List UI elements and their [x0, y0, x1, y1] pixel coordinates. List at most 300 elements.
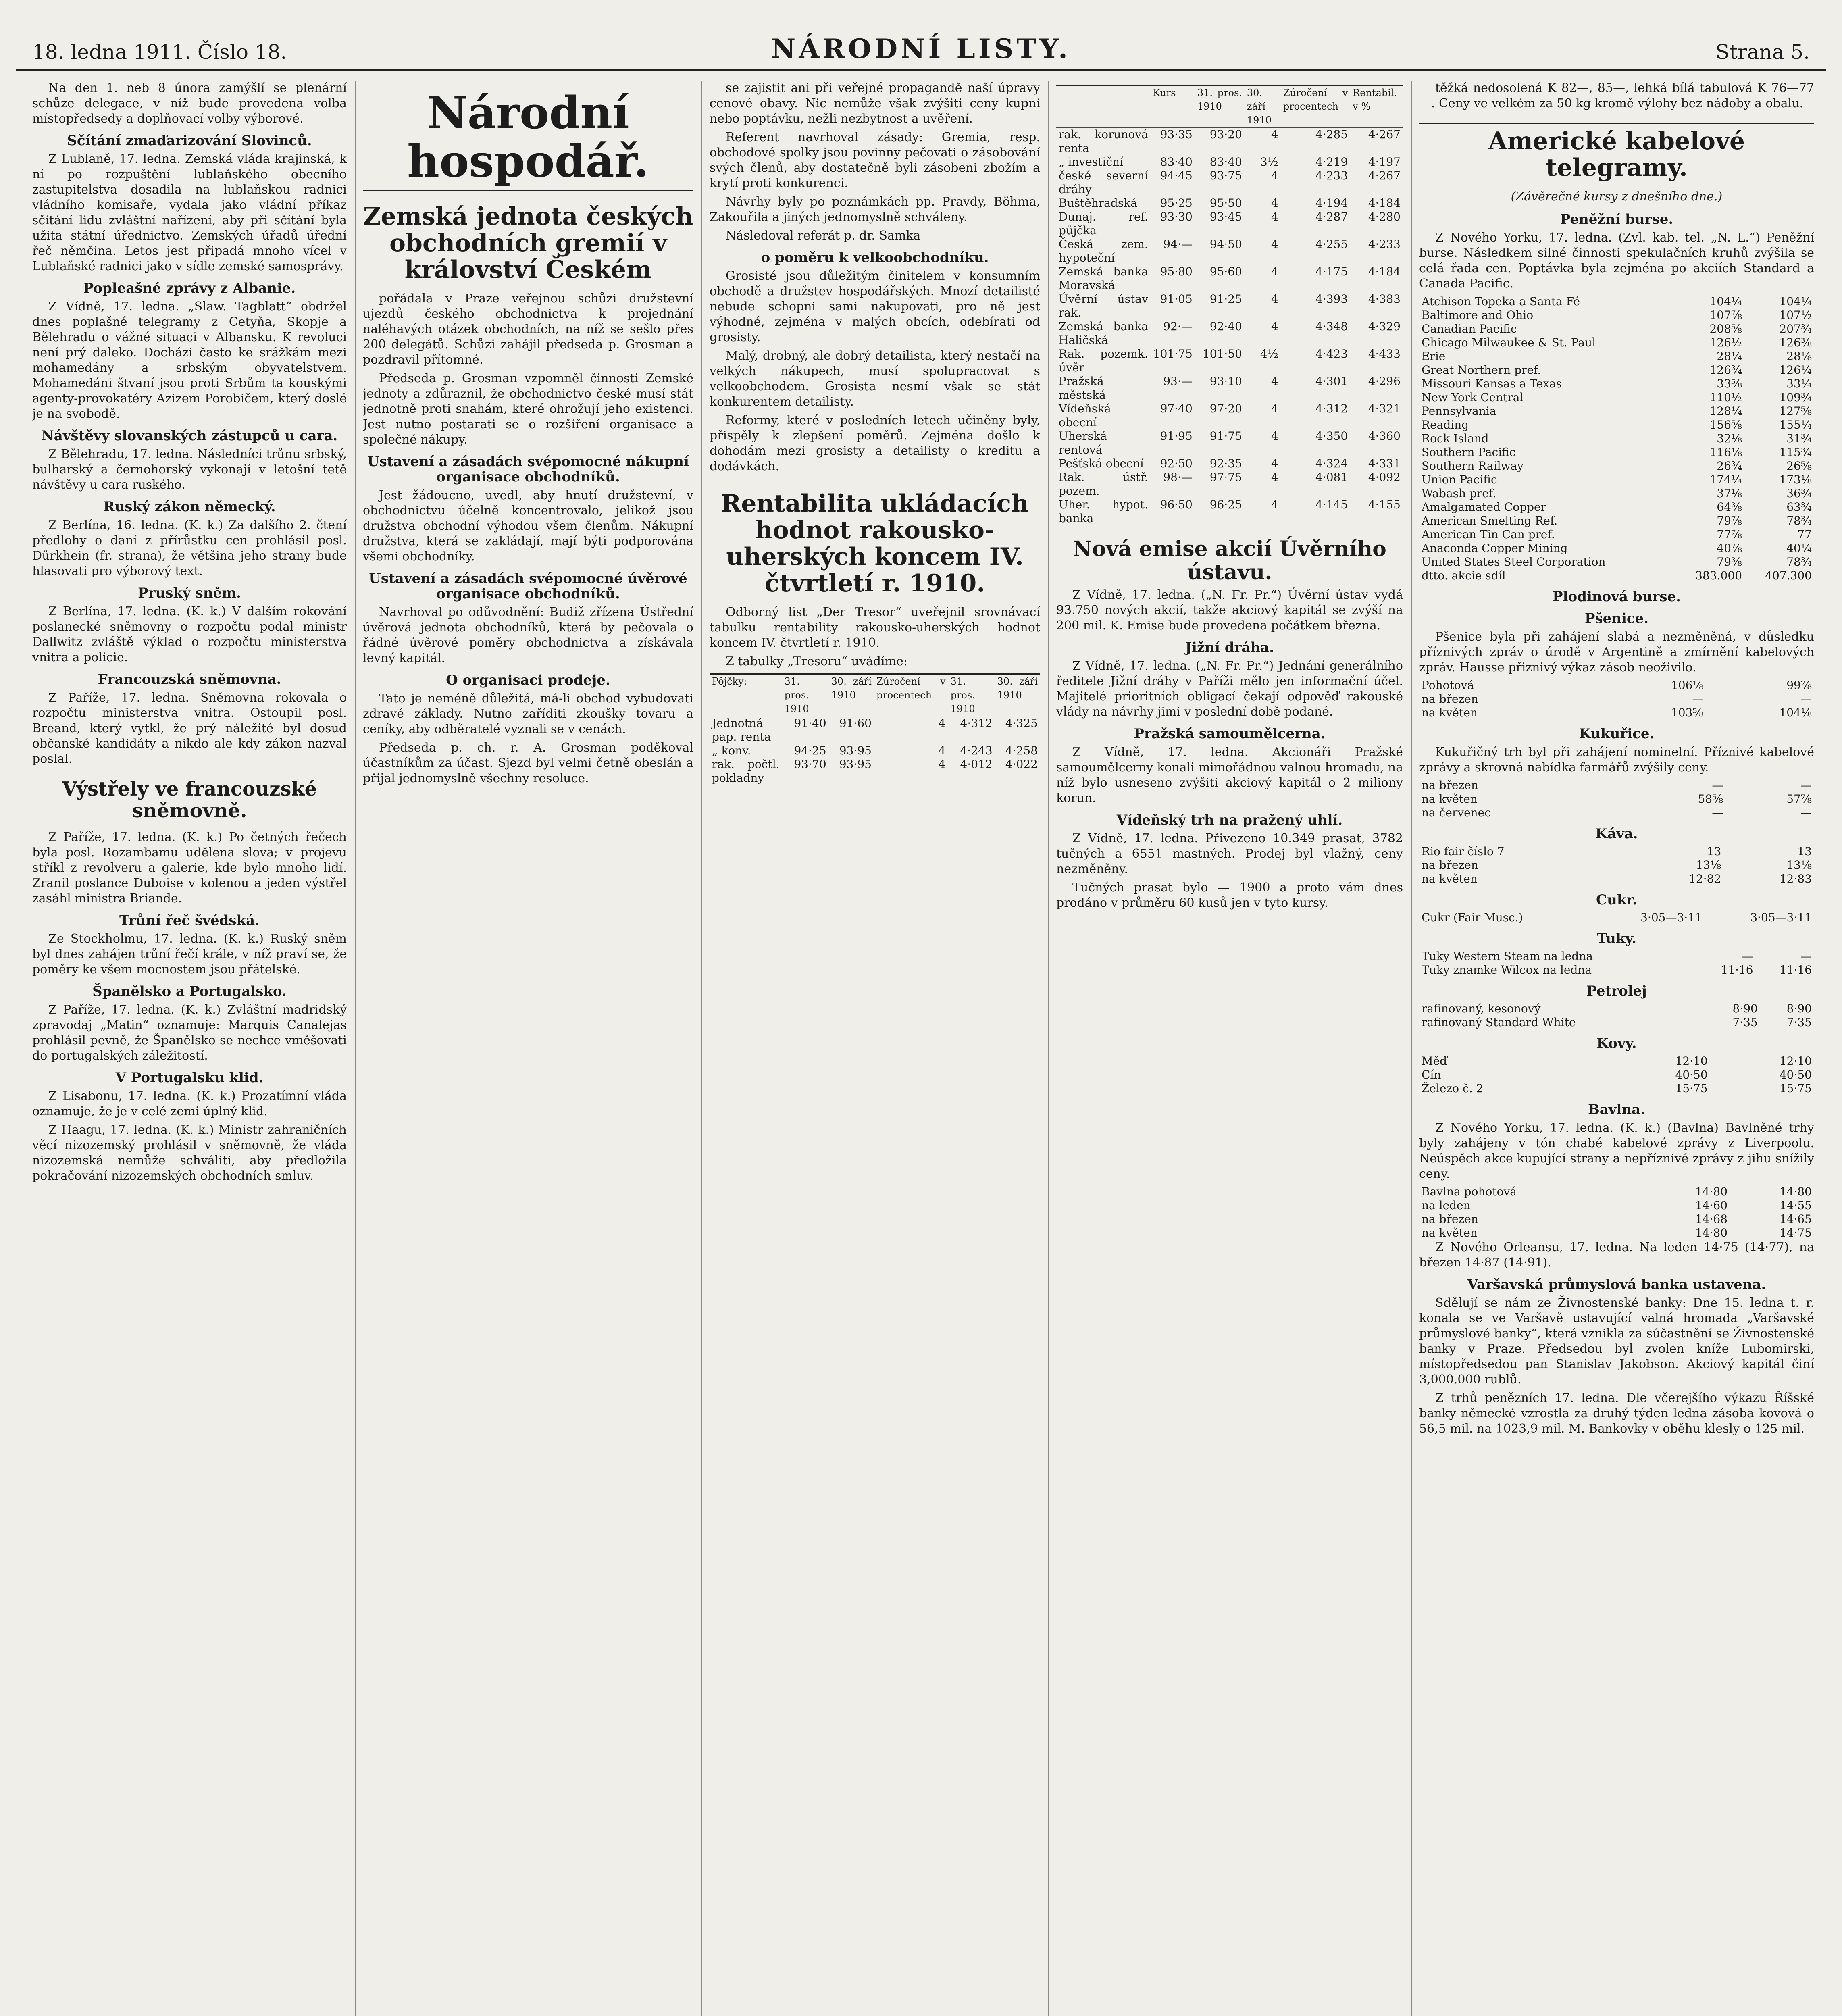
article-text: Sdělují se nám ze Živnostenské banky: Dne 15. ledna t. r. konala se ve Varšavě ustavující valná hromada „Varšavské průmyslové banky“, která vznikla za súčastnění se Živnostenské banky v Praze. Předsedou byl zvolen kníže Lubomirski, místopředsedou pan Stanislav Jakobson. Akciový kapitál činí 3,000.000 rublů. [1419, 1296, 1814, 1387]
table-row [1056, 265, 1403, 292]
cell-value: — [1800, 692, 1812, 706]
cell-value: — [1712, 779, 1723, 792]
row-label: Great Northern pref. [1422, 363, 1541, 377]
row-label: Pohotová [1422, 679, 1474, 692]
masthead [16, 24, 1826, 71]
cell-value: 58⅝ [1698, 792, 1723, 806]
cell-value: 4·301 [1315, 375, 1348, 388]
row-label: Southern Pacific [1422, 446, 1516, 459]
row-label: na květen [1422, 706, 1478, 719]
cell-value: 14·55 [1779, 1199, 1812, 1212]
column-2 [363, 81, 693, 2016]
cell-value: 4·348 [1315, 320, 1348, 333]
row-label: American Smelting Ref. [1422, 514, 1558, 527]
row-label: „ konv. [712, 744, 751, 757]
cell-value: 93·35 [1160, 128, 1193, 141]
cell-value: 4·233 [1315, 169, 1348, 182]
article-heading: Sčítání zmaďarizování Slovinců. [67, 133, 312, 149]
table-row [1056, 457, 1403, 471]
cell-value: 4·267 [1368, 128, 1401, 141]
article-text: Z Paříže, 17. ledna. (K. k.) Po četných řečech byla posl. Rozambamu udělena slova; v projevu stříkl z revolveru a galerie, kde bylo mnoho lidí. Zranil poslance Duboise v kolenou a jeden výstřel zasáhl ministra Briande. [32, 830, 347, 906]
article-text: Z Nového Orleansu, 17. ledna. Na leden 14·75 (14·77), na březen 14·87 (14·91). [1419, 1240, 1814, 1270]
article-text: Kukuřičný trh byl při zahájení nominelní. Příznivé kabelové zprávy a skrovná nabídka farmářů zvýšily ceny. [1419, 745, 1814, 775]
section-heading: Petrolej [1586, 983, 1647, 999]
cell-value: 4·243 [960, 744, 993, 757]
cell-value: — [1692, 692, 1704, 706]
row-label: Canadian Pacific [1422, 322, 1517, 335]
cell-value: 4·022 [1005, 758, 1038, 771]
section-heading: Kukuřice. [1579, 726, 1655, 742]
column-header: 30. září 1910 [995, 674, 1040, 716]
cell-value: 4·255 [1315, 237, 1348, 251]
cell-value: 28¼ [1717, 350, 1742, 363]
article-text: těžká nedosolená K 82—, 85—, lehká bílá tabulová K 76—77—. Ceny ve velkém za 50 kg kromě výlohy bez nádoby a obalu. [1419, 81, 1814, 110]
row-label: Pešťská obecní [1059, 457, 1144, 470]
cell-value: 4·267 [1368, 169, 1401, 182]
cell-value: 4·194 [1315, 196, 1348, 210]
table-row [1056, 196, 1403, 210]
cell-value: 95·50 [1209, 196, 1242, 210]
cell-value: 8·90 [1786, 1002, 1812, 1015]
article-text: Návrhy byly po poznámkách pp. Pravdy, Böhma, Zakouřila a jiných jednomyslně schváleny. [710, 195, 1040, 224]
cell-value: 4 [1271, 210, 1278, 223]
row-label: české severní dráhy [1059, 169, 1148, 196]
table-row [1419, 706, 1814, 720]
table-row [1419, 1185, 1814, 1199]
row-label: Tuky Western Steam na ledna [1422, 950, 1593, 963]
stock-row [1419, 377, 1814, 391]
cell-value: 4·145 [1315, 498, 1348, 511]
row-label: Bavlna pohotová [1422, 1185, 1517, 1198]
article-text: Následoval referát p. dr. Samka [726, 229, 921, 243]
table-row [1056, 210, 1403, 237]
cell-value: 4·423 [1315, 347, 1348, 360]
cell-value: 26⅝ [1786, 459, 1812, 473]
cell-value: 126½ [1709, 336, 1742, 349]
cell-value: 7·35 [1732, 1016, 1758, 1029]
row-label: Česká zem. hypoteční [1059, 237, 1148, 264]
cell-value: 104⅛ [1779, 706, 1812, 719]
row-label: Jednotná pap. renta [712, 716, 771, 744]
table-row [710, 758, 1040, 785]
cell-value: 14·75 [1779, 1226, 1812, 1239]
cell-value: 4 [1271, 498, 1278, 511]
cell-value: 116⅛ [1709, 446, 1742, 459]
row-label: Anaconda Copper Mining [1422, 541, 1568, 555]
stock-row [1419, 500, 1814, 514]
row-label: rafinovaný Standard White [1422, 1016, 1576, 1029]
article-text: Referent navrhoval zásady: Gremia, resp. obchodové spolky jsou povinny pečovati o zásobování svých členů, aby dostatečně byli zásobeni zbožím a krytí proti konkurenci. [710, 130, 1040, 190]
cell-value: 63¾ [1786, 500, 1812, 514]
row-label: Železo č. 2 [1422, 1082, 1484, 1095]
cell-value: 4 [1271, 429, 1278, 443]
row-label: Úvěrní ústav rak. [1059, 292, 1148, 319]
cell-value: 4·383 [1368, 292, 1401, 306]
column-rule [701, 81, 702, 2016]
cell-value: 95·60 [1209, 265, 1242, 278]
row-label: American Tin Can pref. [1422, 528, 1555, 541]
table-row [1419, 950, 1814, 963]
article-text: Z Vídně, 17. ledna. Přivezeno 10.349 prasat, 3782 tučných a 6551 mastných. Prodej byl vlažný, ceny nezměněny. [1056, 831, 1403, 876]
cell-value: 4·287 [1315, 210, 1348, 223]
stock-row [1419, 569, 1814, 583]
cell-value: 12·83 [1779, 872, 1812, 885]
cell-value: — [1800, 950, 1812, 963]
table-row [1419, 1226, 1814, 1240]
table-row [1056, 127, 1403, 155]
cell-value: 92·50 [1160, 457, 1193, 470]
article-text: Z Nového Yorku, 17. ledna. (Zvl. kab. tel. „N. L.“) Peněžní burse. Následkem silné činnosti spekulačních kruhů zvýšila se celá řada cen. Poptávka byla zejména po akciích Standard a Canada Pacific. [1419, 231, 1814, 291]
column-header: Zúročení v procentech [1281, 85, 1350, 128]
fats-table [1419, 950, 1814, 977]
cell-value: 78¾ [1786, 514, 1812, 527]
bond-table [1056, 85, 1403, 525]
cell-value: 12·10 [1779, 1054, 1812, 1068]
article-heading: Zemská jednota českých obchodních gremií v království Českém [363, 202, 693, 284]
cell-value: 4·219 [1315, 155, 1348, 169]
cell-value: 31¾ [1786, 432, 1812, 445]
table-row [1419, 963, 1814, 977]
cell-value: 126¼ [1779, 363, 1812, 377]
article-text: Pšenice byla při zahájení slabá a nezměněná, v důsledku příznivých zpráv o úrodě v Argentině a zmírnění kabelových zpráv. Hausse přiznivý výkaz zásob neoživilo. [1419, 630, 1814, 675]
row-label: Uher. hypot. banka [1059, 498, 1148, 525]
cell-value: 7·35 [1786, 1016, 1812, 1029]
cell-value: 11·16 [1779, 963, 1812, 977]
table-row [1419, 845, 1814, 858]
cell-value: 13⅛ [1696, 858, 1721, 872]
article-heading: Trůní řeč švédská. [119, 912, 260, 929]
cell-value: 155¼ [1779, 418, 1812, 431]
section-heading: Plodinová burse. [1553, 589, 1681, 605]
cell-value: 14·80 [1695, 1226, 1728, 1239]
article-text: Z Haagu, 17. ledna. (K. k.) Ministr zahraničních věcí nizozemský prohlásil v sněmovně, že vláda nizozemská nemůže schváliti, aby předložila pokračování nizozemských obchodních smluv. [32, 1123, 347, 1183]
stock-row [1419, 391, 1814, 404]
stock-row [1419, 473, 1814, 487]
row-label: na červenec [1422, 806, 1491, 819]
article-text: Z Vídně, 17. ledna. „Slaw. Tagblatt“ obdržel dnes poplašné telegramy z Cetyňa, Skopje a Bělehradu o vážné situaci v Albansku. K revoluci není prý daleko. Docházi často ke srážkám mezi mohamedány a srbským obyvatelstvem. Mohamedáni štvaní jsou proti Srbům ta kouskými agenty-provokatéry Azizem Porobičem, který doslé je na svobodě. [32, 300, 347, 421]
article-text: Předseda p. Grosman vzpomněl činnosti Zemské jednoty a zdůraznil, že obchodnictvo české musí stát jednotně proti snahám, které ohrožují jeho existenci. Jest nutno postarati se o rozšíření organisace a společné nákupy. [363, 371, 693, 447]
column-1 [32, 81, 347, 2016]
table-row [1419, 679, 1814, 692]
cell-value: 13 [1707, 845, 1721, 858]
cell-value: 4½ [1260, 347, 1278, 360]
row-label: na březen [1422, 692, 1478, 706]
cell-value: 95·25 [1160, 196, 1193, 210]
article-heading: Pruský sněm. [138, 585, 241, 601]
row-label: na leden [1422, 1199, 1471, 1212]
article-text: Z Berlína, 16. ledna. (K. k.) Za dalšího 2. čtení předlohy o daní z přírůstku cen prohlásil posl. Dürkhein (fr. strana), že většina jeho strany bude hlasovati pro výborový text. [32, 518, 347, 578]
table-row [1419, 806, 1814, 820]
row-label: Chicago Milwaukee & St. Paul [1422, 336, 1596, 349]
cell-value: 40¼ [1786, 541, 1812, 555]
newspaper-title: NÁRODNÍ LISTY. [771, 33, 1071, 65]
article-heading: Vídeňský trh na pražený uhlí. [1116, 812, 1343, 828]
article-text: Z Paříže, 17. ledna. (K. k.) Zvláštní madridský zpravodaj „Matin“ oznamuje: Marquis Canalejas prohlásil pevně, že Španělsko se nechce vměšovati do portugalských záležitostí. [32, 1003, 347, 1063]
row-label: Pražská městská [1059, 375, 1106, 402]
cell-value: 126¾ [1709, 363, 1742, 377]
cell-value: 4·184 [1368, 265, 1401, 278]
row-label: Dunaj. ref. půjčka [1059, 210, 1148, 237]
table-row [710, 716, 1040, 744]
article-heading: Výstřely ve francouzské sněmovně. [62, 778, 317, 822]
cell-value: 109¾ [1779, 391, 1812, 404]
cell-value: 14·80 [1695, 1185, 1728, 1198]
cell-value: 97·75 [1209, 471, 1242, 484]
row-label: na březen [1422, 779, 1478, 792]
row-label: na březen [1422, 858, 1478, 872]
table-row [1419, 1199, 1814, 1212]
column-rule [1048, 81, 1049, 2016]
cell-value: 4 [938, 716, 946, 730]
cell-value: 36¾ [1786, 487, 1812, 500]
row-label: Wabash pref. [1422, 487, 1496, 500]
cell-value: 4·312 [1315, 402, 1348, 415]
row-label: Rak. pozemk. úvěr [1059, 347, 1148, 374]
article-heading: Francouzská sněmovna. [98, 671, 281, 687]
article-heading: Pražská samoumělcerna. [1134, 726, 1326, 742]
row-label: Amalgamated Copper [1422, 500, 1546, 514]
cell-value: 83·40 [1160, 155, 1193, 169]
cell-value: 94·50 [1209, 237, 1242, 251]
cell-value: 104¼ [1779, 295, 1812, 308]
stock-row [1419, 446, 1814, 459]
table-row [1419, 872, 1814, 886]
cell-value: 91·95 [1160, 429, 1193, 443]
cell-value: 93·70 [794, 758, 826, 771]
cell-value: 14·65 [1779, 1212, 1812, 1226]
issue-date: 18. ledna 1911. Číslo 18. [32, 40, 287, 64]
coffee-table [1419, 845, 1814, 886]
table-row [1056, 347, 1403, 375]
article-text: Odborný list „Der Tresor“ uveřejnil srovnávací tabulku rentability rakousko-uherských hodnot koncem IV. čtvrtletí r. 1910. [710, 605, 1040, 650]
cell-value: 78¾ [1786, 555, 1812, 569]
cell-value: 4·092 [1368, 471, 1401, 484]
column-header: 31. pros. 1910 [948, 674, 995, 716]
cell-value: 104¼ [1709, 295, 1742, 308]
table-row [1419, 1212, 1814, 1226]
cell-value: 126⅜ [1779, 336, 1812, 349]
article-heading: Ustavení a zásadách svépomocné úvěrové organisace obchodníků. [369, 571, 687, 602]
article-heading: V Portugalsku klid. [115, 1070, 264, 1086]
row-label: Cukr (Fair Musc.) [1422, 911, 1523, 924]
cell-value: 4·233 [1368, 237, 1401, 251]
row-label: na květen [1422, 872, 1478, 885]
column-header: Rentabil. v % [1350, 85, 1403, 128]
petrol-table [1419, 1002, 1814, 1029]
cell-value: 33¼ [1786, 377, 1812, 390]
cell-value: 93·75 [1209, 169, 1242, 182]
row-label: Cín [1422, 1068, 1441, 1081]
row-label: Missouri Kansas a Texas [1422, 377, 1562, 390]
article-heading: O organisaci prodeje. [446, 672, 610, 688]
stock-row [1419, 404, 1814, 418]
cell-value: 174¼ [1709, 473, 1742, 486]
article-text: Z Vídně, 17. ledna. („N. Fr. Pr.“) Úvěrní ústav vydá 93.750 nových akcií, takže akciový kapitál se zvýší na 200 mil. K. Emise bude provedena počátkem března. [1056, 588, 1403, 633]
row-label: United States Steel Corporation [1422, 555, 1606, 569]
cell-value: 95·80 [1160, 265, 1193, 278]
column-header: 30. září 1910 [1245, 85, 1281, 128]
table-row [1419, 692, 1814, 706]
cell-value: — [1712, 806, 1723, 819]
cell-value: 40·50 [1675, 1068, 1708, 1081]
stock-row [1419, 555, 1814, 569]
cell-value: 4·329 [1368, 320, 1401, 333]
table-row [1419, 858, 1814, 872]
cell-value: 3½ [1260, 155, 1278, 169]
cell-value: 77 [1797, 528, 1812, 541]
column-header: 31. pros. 1910 [1195, 85, 1245, 128]
table-row [1419, 1002, 1814, 1016]
stock-row [1419, 541, 1814, 555]
cell-value: 93·95 [839, 758, 872, 771]
cell-value: 94·— [1163, 237, 1193, 251]
cell-value: 128¼ [1709, 404, 1742, 418]
table-row [1056, 498, 1403, 525]
cell-value: 12·10 [1675, 1054, 1708, 1068]
cell-value: 4·285 [1315, 128, 1348, 141]
cell-value: 4·325 [1005, 716, 1038, 730]
row-label: Atchison Topeka a Santa Fé [1422, 295, 1580, 308]
article-text: Grosisté jsou důležitým činitelem v konsumním obchodě a družstev hospodářských. Mnozí detailisté nebude schopni sami nakupovati, pro ně jest výhodné, zejména v malých obcích, odebírati od grosisty. [710, 269, 1040, 344]
cell-value: 99⅞ [1786, 679, 1812, 692]
article-text: Tučných prasat bylo — 1900 a proto vám dnes prodáno v průměru 60 kusů jen v tyto kursy. [1056, 881, 1403, 910]
cell-value: 92·— [1163, 320, 1193, 333]
article-text: Reformy, které v posledních letech učiněny byly, přispěly k zlepšení poměrů. Zejména došlo k dohodám mezi grosisty a detailisty o kreditu a dodávkách. [710, 413, 1040, 473]
cell-value: 4·197 [1368, 155, 1401, 169]
cell-value: 106⅛ [1671, 679, 1704, 692]
column-header: 31. pros. 1910 [782, 674, 829, 716]
cell-value: 4·331 [1368, 457, 1401, 470]
cell-value: 4·324 [1315, 457, 1348, 470]
article-text: Tato je neméně důležitá, má-li obchod vybudovati zdravé základy. Nutno zaříditi zkoušky tovaru a ceníky, aby odběratelé vyznali se v cenách. [363, 691, 693, 736]
row-label: Tuky znamke Wilcox na ledna [1422, 963, 1592, 977]
cell-value: 3·05—3·11 [1640, 911, 1702, 924]
stock-row [1419, 459, 1814, 473]
row-label: „ investiční [1059, 155, 1124, 169]
article-heading: Popleašné zprávy z Albanie. [83, 280, 296, 296]
cell-value: 91·05 [1160, 292, 1193, 306]
article-heading: Rentabilita ukládacích hodnot rakousko-uherských koncem IV. čtvrtletí r. 1910. [721, 489, 1029, 598]
cell-value: — [1800, 779, 1812, 792]
cell-value: 4·184 [1368, 196, 1401, 210]
article-heading: o poměru k velkoobchodníku. [761, 250, 989, 266]
table-row [1419, 911, 1814, 925]
cell-value: 101·50 [1202, 347, 1242, 360]
cell-value: 96·25 [1209, 498, 1242, 511]
article-text: Z Berlína, 17. ledna. (K. k.) V dalším rokování poslanecké sněmovny o rozpočtu podal ministr Dallwitz zvláště výklad o rozpočtu ministerstva vnitra a policie. [32, 604, 347, 664]
cell-value: 107⅞ [1709, 308, 1742, 322]
row-label: dtto. akcie sdíl [1422, 569, 1506, 582]
stock-row [1419, 514, 1814, 528]
cotton-table [1419, 1185, 1814, 1240]
cell-value: 13⅛ [1786, 858, 1812, 872]
cell-value: 110½ [1709, 391, 1742, 404]
row-label: Pennsylvania [1422, 404, 1496, 418]
article-heading: Španělsko a Portugalsko. [92, 983, 287, 1000]
cell-value: 93·— [1163, 375, 1193, 388]
cell-value: 11·16 [1721, 963, 1753, 977]
table-row [1419, 792, 1814, 806]
sugar-table [1419, 911, 1814, 925]
cell-value: 4 [1271, 457, 1278, 470]
cell-value: 4·350 [1315, 429, 1348, 443]
cell-value: 57⅞ [1786, 792, 1812, 806]
cell-value: 15·75 [1779, 1082, 1812, 1095]
cell-value: 64⅜ [1717, 500, 1742, 514]
cell-value: 4 [1271, 128, 1278, 141]
stock-row [1419, 308, 1814, 322]
row-label: rak. korunová renta [1059, 128, 1148, 155]
cell-value: 91·75 [1209, 429, 1242, 443]
corn-table [1419, 779, 1814, 820]
table-row [1419, 779, 1814, 792]
section-heading: Peněžní burse. [1560, 211, 1673, 227]
cell-value: 15·75 [1675, 1082, 1708, 1095]
cell-value: 208⅝ [1709, 322, 1742, 335]
column-3 [710, 81, 1040, 2016]
article-text: se zajistit ani při veřejné propagandě naší úpravy cenové obavy. Nic nemůže však zvýšiti ceny kupní nebo poptávku, nežli nezbytnost a uvěření. [710, 81, 1040, 126]
article-heading: Americké kabelové telegramy. [1419, 123, 1814, 181]
cell-value: 13 [1797, 845, 1812, 858]
stock-row [1419, 295, 1814, 308]
cell-value: 4·155 [1368, 498, 1401, 511]
cell-value: 4·280 [1368, 210, 1401, 223]
cell-value: 28⅛ [1786, 350, 1812, 363]
cell-value: 4 [1271, 375, 1278, 388]
article-heading: Jižní dráha. [1185, 639, 1274, 656]
cell-value: 101·75 [1153, 347, 1193, 360]
article-heading: Ruský zákon německý. [103, 499, 276, 515]
table-caption: Z tabulky „Tresoru“ uvádíme: [726, 654, 907, 669]
article-heading: Návštěvy slovanských zástupců u cara. [41, 428, 338, 444]
cell-value: 4 [1271, 320, 1278, 333]
cell-value: — [1800, 806, 1812, 819]
section-heading: Cukr. [1596, 892, 1637, 908]
cell-value: 94·45 [1160, 169, 1193, 182]
section-heading: Káva. [1595, 826, 1638, 842]
cell-value: 97·40 [1160, 402, 1193, 415]
cell-value: 4·175 [1315, 265, 1348, 278]
row-label: Rock Island [1422, 432, 1489, 445]
cell-value: 98·— [1163, 471, 1193, 484]
cell-value: — [1742, 950, 1753, 963]
row-label: Reading [1422, 418, 1469, 431]
row-label: Buštěhradská [1059, 196, 1137, 210]
cell-value: 14·80 [1779, 1185, 1812, 1198]
article-text: Malý, drobný, ale dobrý detailista, který nestačí na velkých nákupech, musí spolupracovat s velkoobchodem. Grosista nesmí však se stát konkurentem detailisty. [710, 349, 1040, 409]
cell-value: 4 [1271, 196, 1278, 210]
table-row [1419, 1082, 1814, 1095]
cell-value: 33⅝ [1717, 377, 1742, 390]
column-4 [1056, 81, 1403, 2016]
article-heading: Ustavení a zásadách svépomocné nákupní organisace obchodníků. [367, 454, 689, 485]
table-row [1056, 155, 1403, 169]
cell-value: 115¾ [1779, 446, 1812, 459]
table-row [1056, 429, 1403, 457]
cell-value: 14·68 [1695, 1212, 1728, 1226]
rentability-table [710, 673, 1040, 785]
article-text: Z Lisabonu, 17. ledna. (K. k.) Prozatímní vláda oznamuje, že je v celé zemi úplný klid. [32, 1089, 347, 1118]
cell-value: 77⅞ [1717, 528, 1742, 541]
cell-value: 93·20 [1209, 128, 1242, 141]
cell-value: 107½ [1779, 308, 1812, 322]
cell-value: 4 [1271, 265, 1278, 278]
article-text: Jest žádoucno, uvedl, aby hnutí družstevní, v obchodnictvu účelně koncentrovalo, jelikož jsou družstva obchodní výhodou všem členům. Nákupní družstva, která se zakládají, mají býti podporována všemi obchodníky. [363, 488, 693, 564]
cell-value: 4·360 [1368, 429, 1401, 443]
row-label: rak. počtl. pokladny [712, 758, 780, 785]
cell-value: 4 [938, 744, 946, 757]
article-text: Navrhoval po odůvodnění: Budiž zřízena Ústřední úvěrová jednota obchodníků, která by pečovala o řádné úvěrové poměry obchodnictva a získávala levný kapitál. [363, 605, 693, 665]
